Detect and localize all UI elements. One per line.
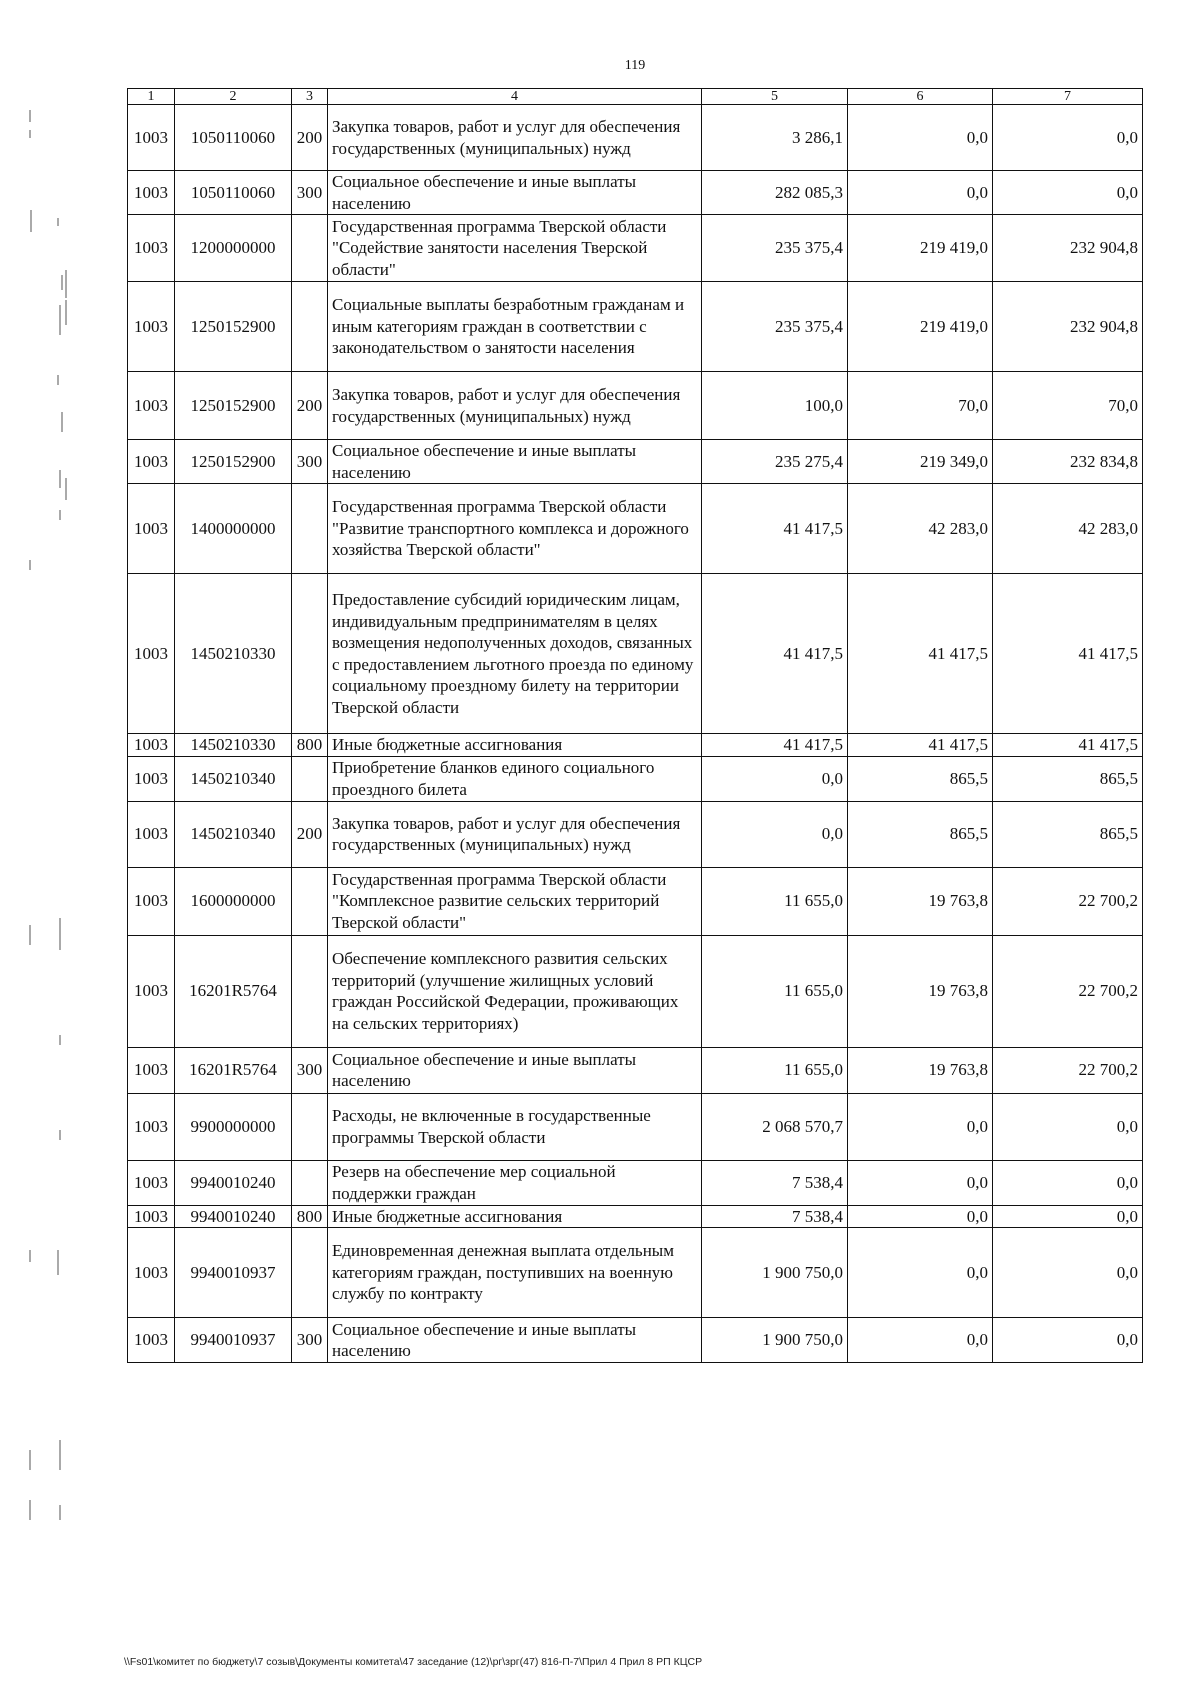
amount-col5-cell: 0,0 xyxy=(702,801,848,867)
target-article-cell: 1200000000 xyxy=(175,215,292,282)
section-code-cell: 1003 xyxy=(128,1047,175,1093)
amount-col5-cell: 0,0 xyxy=(702,756,848,801)
amount-col5-cell: 41 417,5 xyxy=(702,734,848,757)
amount-col7-cell: 22 700,2 xyxy=(993,935,1143,1047)
expense-type-cell: 300 xyxy=(292,1047,328,1093)
table-row xyxy=(128,756,1143,801)
amount-col5-cell: 235 375,4 xyxy=(702,215,848,282)
item-name-cell: Государственная программа Тверской области "Комплексное развитие сельских территорий Тверской области" xyxy=(328,867,702,935)
expense-type-cell: 800 xyxy=(292,1205,328,1228)
item-name-cell: Государственная программа Тверской области "Развитие транспортного комплекса и дорожного хозяйства Тверской области" xyxy=(328,484,702,574)
expense-type-cell xyxy=(292,1093,328,1160)
target-article-cell: 1050110060 xyxy=(175,171,292,215)
amount-col6-cell: 19 763,8 xyxy=(848,935,993,1047)
amount-col5-cell: 1 900 750,0 xyxy=(702,1228,848,1318)
target-article-cell: 1250152900 xyxy=(175,282,292,372)
target-article-cell: 1600000000 xyxy=(175,867,292,935)
amount-col7-cell: 42 283,0 xyxy=(993,484,1143,574)
target-article-cell: 1450210330 xyxy=(175,574,292,734)
table-row xyxy=(128,1205,1143,1228)
expense-type-cell: 800 xyxy=(292,734,328,757)
item-name-cell: Обеспечение комплексного развития сельских территорий (улучшение жилищных условий граждан Российской Федерации, проживающих на сельских территориях) xyxy=(328,935,702,1047)
section-code-cell: 1003 xyxy=(128,1228,175,1318)
item-name-cell: Приобретение бланков единого социального проездного билета xyxy=(328,756,702,801)
amount-col5-cell: 2 068 570,7 xyxy=(702,1093,848,1160)
target-article-cell: 1450210340 xyxy=(175,756,292,801)
section-code-cell: 1003 xyxy=(128,734,175,757)
amount-col7-cell: 232 904,8 xyxy=(993,215,1143,282)
target-article-cell: 1050110060 xyxy=(175,105,292,171)
amount-col6-cell: 0,0 xyxy=(848,1093,993,1160)
item-name-cell: Единовременная денежная выплата отдельным категориям граждан, поступивших на военную службу по контракту xyxy=(328,1228,702,1318)
section-code-cell: 1003 xyxy=(128,1318,175,1363)
amount-col6-cell: 219 349,0 xyxy=(848,440,993,484)
table-row xyxy=(128,867,1143,935)
section-code-cell: 1003 xyxy=(128,1160,175,1205)
amount-col6-cell: 70,0 xyxy=(848,372,993,440)
scan-margin-marks xyxy=(0,0,80,1694)
table-row xyxy=(128,1093,1143,1160)
amount-col5-cell: 41 417,5 xyxy=(702,574,848,734)
amount-col7-cell: 865,5 xyxy=(993,756,1143,801)
amount-col5-cell: 100,0 xyxy=(702,372,848,440)
table-row xyxy=(128,105,1143,171)
expense-type-cell xyxy=(292,756,328,801)
amount-col5-cell: 1 900 750,0 xyxy=(702,1318,848,1363)
section-code-cell: 1003 xyxy=(128,801,175,867)
amount-col6-cell: 0,0 xyxy=(848,1318,993,1363)
section-code-cell: 1003 xyxy=(128,372,175,440)
item-name-cell: Закупка товаров, работ и услуг для обеспечения государственных (муниципальных) нужд xyxy=(328,372,702,440)
target-article-cell: 16201R5764 xyxy=(175,935,292,1047)
target-article-cell: 9940010937 xyxy=(175,1228,292,1318)
amount-col7-cell: 0,0 xyxy=(993,1228,1143,1318)
item-name-cell: Иные бюджетные ассигнования xyxy=(328,1205,702,1228)
amount-col6-cell: 19 763,8 xyxy=(848,867,993,935)
amount-col7-cell: 232 834,8 xyxy=(993,440,1143,484)
table-row xyxy=(128,372,1143,440)
amount-col5-cell: 235 375,4 xyxy=(702,282,848,372)
amount-col6-cell: 0,0 xyxy=(848,105,993,171)
table-body xyxy=(128,105,1143,1363)
amount-col7-cell: 22 700,2 xyxy=(993,1047,1143,1093)
table-row xyxy=(128,574,1143,734)
amount-col7-cell: 0,0 xyxy=(993,105,1143,171)
target-article-cell: 1250152900 xyxy=(175,372,292,440)
page-number: 119 xyxy=(624,58,646,73)
amount-col7-cell: 41 417,5 xyxy=(993,734,1143,757)
amount-col5-cell: 7 538,4 xyxy=(702,1205,848,1228)
amount-col5-cell: 3 286,1 xyxy=(702,105,848,171)
column-number-2: 2 xyxy=(175,89,292,105)
section-code-cell: 1003 xyxy=(128,440,175,484)
section-code-cell: 1003 xyxy=(128,574,175,734)
target-article-cell: 9940010937 xyxy=(175,1318,292,1363)
item-name-cell: Социальное обеспечение и иные выплаты населению xyxy=(328,440,702,484)
expense-type-cell: 200 xyxy=(292,105,328,171)
expense-type-cell: 200 xyxy=(292,801,328,867)
section-code-cell: 1003 xyxy=(128,171,175,215)
column-number-6: 6 xyxy=(848,89,993,105)
amount-col7-cell: 232 904,8 xyxy=(993,282,1143,372)
expense-type-cell xyxy=(292,282,328,372)
amount-col7-cell: 0,0 xyxy=(993,171,1143,215)
item-name-cell: Предоставление субсидий юридическим лицам, индивидуальным предпринимателям в целях возмещения недополученных доходов, связанных с предоставлением льготного проезда по единому социальному проездному билету на территории Тверской области xyxy=(328,574,702,734)
section-code-cell: 1003 xyxy=(128,1205,175,1228)
amount-col6-cell: 865,5 xyxy=(848,801,993,867)
table-row xyxy=(128,282,1143,372)
amount-col5-cell: 11 655,0 xyxy=(702,1047,848,1093)
target-article-cell: 1400000000 xyxy=(175,484,292,574)
footer-file-path: \\Fs01\комитет по бюджету\7 созыв\Документы комитета\47 заседание (12)\рг\зрг(47) 816-П-7\Прил 4 Прил 8 РП КЦСР xyxy=(124,1656,703,1668)
table-row xyxy=(128,171,1143,215)
amount-col6-cell: 219 419,0 xyxy=(848,282,993,372)
expense-type-cell xyxy=(292,1228,328,1318)
item-name-cell: Иные бюджетные ассигнования xyxy=(328,734,702,757)
table-row xyxy=(128,801,1143,867)
section-code-cell: 1003 xyxy=(128,215,175,282)
amount-col5-cell: 235 275,4 xyxy=(702,440,848,484)
column-number-row xyxy=(128,89,1143,105)
column-number-5: 5 xyxy=(702,89,848,105)
amount-col7-cell: 865,5 xyxy=(993,801,1143,867)
budget-table xyxy=(127,88,1143,1363)
item-name-cell: Государственная программа Тверской области "Содействие занятости населения Тверской области" xyxy=(328,215,702,282)
expense-type-cell xyxy=(292,484,328,574)
amount-col5-cell: 41 417,5 xyxy=(702,484,848,574)
amount-col6-cell: 0,0 xyxy=(848,171,993,215)
amount-col6-cell: 19 763,8 xyxy=(848,1047,993,1093)
column-number-4: 4 xyxy=(328,89,702,105)
target-article-cell: 9900000000 xyxy=(175,1093,292,1160)
amount-col7-cell: 0,0 xyxy=(993,1093,1143,1160)
amount-col6-cell: 0,0 xyxy=(848,1160,993,1205)
amount-col6-cell: 41 417,5 xyxy=(848,734,993,757)
table-row xyxy=(128,1160,1143,1205)
expense-type-cell: 300 xyxy=(292,171,328,215)
table-row xyxy=(128,440,1143,484)
column-number-1: 1 xyxy=(128,89,175,105)
section-code-cell: 1003 xyxy=(128,935,175,1047)
column-number-7: 7 xyxy=(993,89,1143,105)
amount-col6-cell: 0,0 xyxy=(848,1228,993,1318)
item-name-cell: Закупка товаров, работ и услуг для обеспечения государственных (муниципальных) нужд xyxy=(328,801,702,867)
expense-type-cell: 300 xyxy=(292,1318,328,1363)
amount-col7-cell: 41 417,5 xyxy=(993,574,1143,734)
expense-type-cell: 300 xyxy=(292,440,328,484)
amount-col6-cell: 0,0 xyxy=(848,1205,993,1228)
amount-col7-cell: 70,0 xyxy=(993,372,1143,440)
target-article-cell: 9940010240 xyxy=(175,1205,292,1228)
section-code-cell: 1003 xyxy=(128,867,175,935)
item-name-cell: Социальное обеспечение и иные выплаты населению xyxy=(328,1047,702,1093)
table-row xyxy=(128,935,1143,1047)
expense-type-cell xyxy=(292,867,328,935)
target-article-cell: 1450210340 xyxy=(175,801,292,867)
amount-col7-cell: 0,0 xyxy=(993,1318,1143,1363)
table-row xyxy=(128,1047,1143,1093)
amount-col6-cell: 42 283,0 xyxy=(848,484,993,574)
target-article-cell: 1250152900 xyxy=(175,440,292,484)
table-row xyxy=(128,1228,1143,1318)
amount-col6-cell: 219 419,0 xyxy=(848,215,993,282)
target-article-cell: 16201R5764 xyxy=(175,1047,292,1093)
expense-type-cell xyxy=(292,215,328,282)
table-row xyxy=(128,215,1143,282)
table-row xyxy=(128,734,1143,757)
amount-col5-cell: 7 538,4 xyxy=(702,1160,848,1205)
amount-col7-cell: 22 700,2 xyxy=(993,867,1143,935)
section-code-cell: 1003 xyxy=(128,756,175,801)
target-article-cell: 1450210330 xyxy=(175,734,292,757)
expense-type-cell xyxy=(292,935,328,1047)
amount-col7-cell: 0,0 xyxy=(993,1160,1143,1205)
amount-col5-cell: 11 655,0 xyxy=(702,867,848,935)
item-name-cell: Резерв на обеспечение мер социальной поддержки граждан xyxy=(328,1160,702,1205)
expense-type-cell xyxy=(292,574,328,734)
expense-type-cell: 200 xyxy=(292,372,328,440)
amount-col6-cell: 865,5 xyxy=(848,756,993,801)
item-name-cell: Социальное обеспечение и иные выплаты населению xyxy=(328,171,702,215)
section-code-cell: 1003 xyxy=(128,105,175,171)
target-article-cell: 9940010240 xyxy=(175,1160,292,1205)
amount-col7-cell: 0,0 xyxy=(993,1205,1143,1228)
expense-type-cell xyxy=(292,1160,328,1205)
section-code-cell: 1003 xyxy=(128,1093,175,1160)
section-code-cell: 1003 xyxy=(128,484,175,574)
item-name-cell: Социальные выплаты безработным гражданам и иным категориям граждан в соответствии с законодательством о занятости населения xyxy=(328,282,702,372)
amount-col5-cell: 282 085,3 xyxy=(702,171,848,215)
column-number-3: 3 xyxy=(292,89,328,105)
item-name-cell: Расходы, не включенные в государственные программы Тверской области xyxy=(328,1093,702,1160)
section-code-cell: 1003 xyxy=(128,282,175,372)
amount-col5-cell: 11 655,0 xyxy=(702,935,848,1047)
item-name-cell: Социальное обеспечение и иные выплаты населению xyxy=(328,1318,702,1363)
table-row xyxy=(128,1318,1143,1363)
amount-col6-cell: 41 417,5 xyxy=(848,574,993,734)
table-row xyxy=(128,484,1143,574)
item-name-cell: Закупка товаров, работ и услуг для обеспечения государственных (муниципальных) нужд xyxy=(328,105,702,171)
